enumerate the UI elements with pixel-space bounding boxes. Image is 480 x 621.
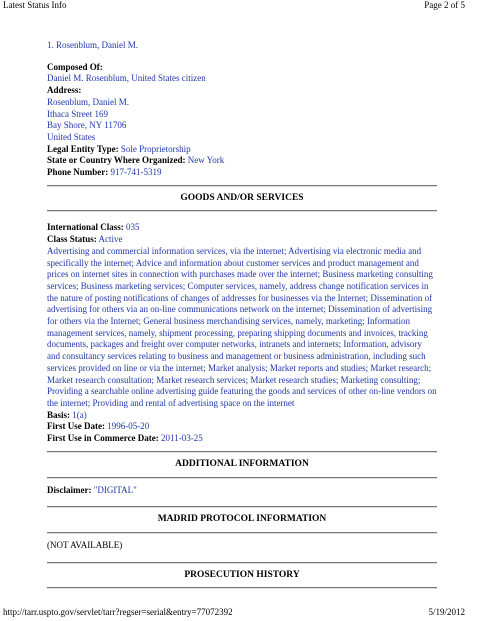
basis-value: 1(a)	[72, 409, 87, 420]
phone-label: Phone Number:	[47, 167, 109, 178]
composed-label: Composed Of:	[47, 61, 103, 72]
class-status-label: Class Status:	[47, 234, 97, 245]
intl-class-value: 035	[126, 222, 140, 233]
legal-entity-row	[47, 144, 437, 156]
intl-class-label: International Class:	[47, 222, 124, 233]
footer-url: http://tarr.uspto.gov/servlet/tarr?regser=serial&entry=77072392	[3, 607, 233, 617]
page-header-title: Latest Status Info	[3, 0, 67, 10]
address-line: Rosenblum, Daniel M.	[47, 96, 129, 107]
legal-entity-label: Legal Entity Type:	[47, 143, 119, 154]
address-line: Bay Shore, NY 11706	[47, 120, 127, 131]
commerce-use-row	[47, 433, 437, 445]
state-value: New York	[187, 155, 225, 166]
legal-entity-value: Sole Proprietorship	[120, 143, 191, 154]
page-number: Page 2 of 5	[424, 0, 465, 10]
additional-section-title: ADDITIONAL INFORMATION	[175, 458, 309, 469]
prosecution-section-title: PROSECUTION HISTORY	[184, 569, 300, 580]
first-use-label: First Use Date:	[47, 421, 105, 432]
commerce-use-label: First Use in Commerce Date:	[47, 433, 159, 444]
phone-value: 917-741-5319	[110, 167, 162, 178]
footer-date: 5/19/2012	[428, 607, 465, 617]
address-line: United States	[47, 131, 96, 142]
first-use-value: 1996-05-20	[107, 421, 150, 432]
madrid-value: (NOT AVAILABLE)	[47, 539, 123, 550]
state-label: State or Country Where Organized:	[47, 155, 186, 166]
owner-heading: 1. Rosenblum, Daniel M.	[47, 40, 138, 50]
disclaimer-value: "DIGITAL"	[93, 484, 137, 495]
madrid-section-title: MADRID PROTOCOL INFORMATION	[157, 514, 327, 525]
goods-section-title: GOODS AND/OR SERVICES	[180, 192, 304, 203]
state-row	[47, 155, 437, 167]
disclaimer-row	[47, 485, 437, 497]
phone-row	[47, 167, 437, 179]
disclaimer-label: Disclaimer:	[47, 484, 92, 495]
address-label: Address:	[47, 85, 82, 96]
section-divider	[47, 587, 437, 589]
address-line: Ithaca Street 169	[47, 108, 108, 119]
basis-row	[47, 410, 437, 422]
first-use-row	[47, 421, 437, 433]
goods-description: Advertising and commercial information services, via the internet; Advertising via electronic media and specifically the internet; Advice and information about customer services and product management and prices on internet sites in connection with purchases made over the internet; Business marketing consulting services; Business marketing services; Computer services, namely, address change notification services in the nature of posting notifications of changes of addresses for businesses via the Internet; Dissemination of advertising for others via an on-line communications network on the internet; Dissemination of advertising for others via the Internet; General business merchandising services, namely, marketing; Information management services, namely, shipment processing, preparing shipping documents and invoices, tracking documents, packages and freight over computer networks, intranets and internets; Information, advisory and consultancy services relating to business and management or business administration, including such services provided on line or via the internet; Market analysis; Market reports and studies; Market research; Market research consultation; Market research services; Market research studies; Marketing consulting; Providing a searchable online advertising guide featuring the goods and services of other on-line vendors on the internet; Providing and rental of advertising space on the internet	[47, 245, 437, 408]
intl-class-row	[47, 222, 437, 234]
class-status-value: Active	[98, 234, 123, 245]
document-body	[47, 40, 437, 589]
class-status-row	[47, 234, 437, 246]
basis-label: Basis:	[47, 409, 71, 420]
commerce-use-value: 2011-03-25	[161, 433, 203, 444]
composed-value: Daniel M. Rosenblum, United States citizen	[47, 73, 206, 84]
